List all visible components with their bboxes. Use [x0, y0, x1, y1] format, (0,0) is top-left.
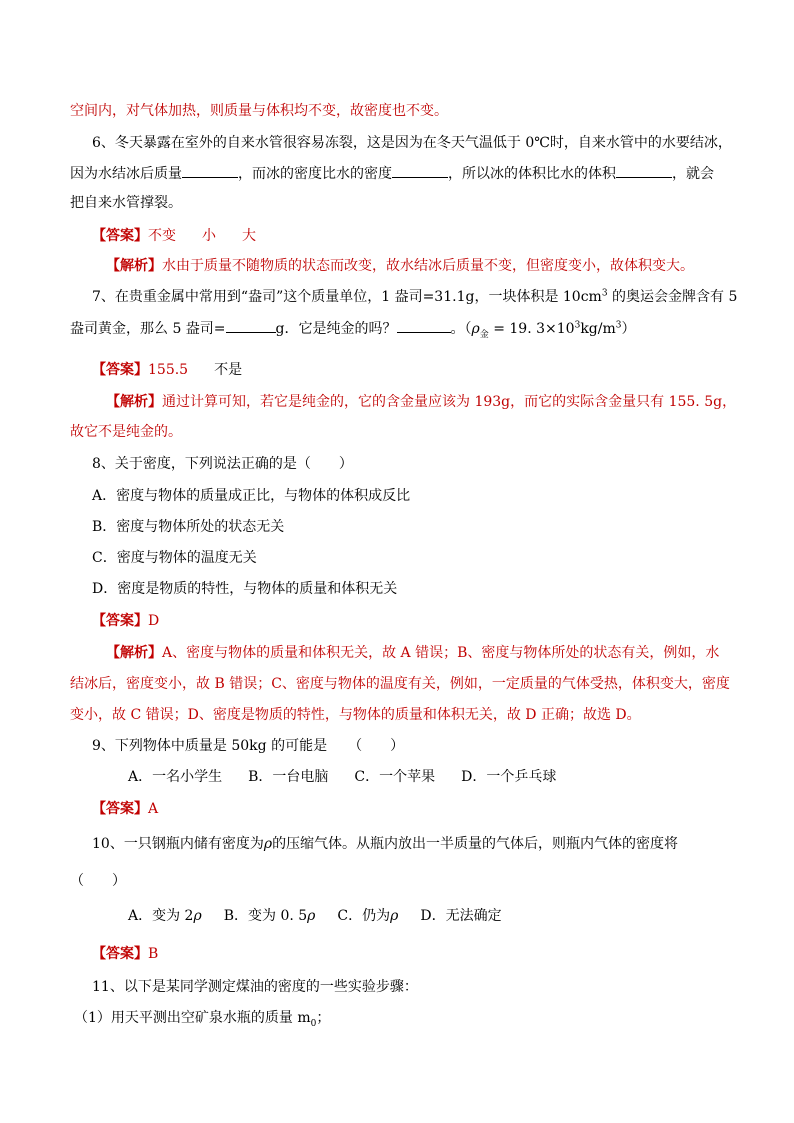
- q7-text-c: 盎司黄金，那么 5 盎司=: [70, 321, 226, 337]
- q7-stem-line1: [92, 287, 737, 307]
- q8-option-b: B．密度与物体所处的状态无关: [92, 519, 285, 535]
- q10-option-c: C．仍为: [337, 908, 391, 924]
- q7-sup: 3: [601, 288, 608, 299]
- q10-options: [128, 906, 502, 926]
- q7-sup-2: 3: [615, 320, 622, 331]
- q6-blank-2[interactable]: [392, 163, 448, 178]
- q7-blank-1[interactable]: [226, 318, 276, 333]
- analysis-tag: 【解析】: [106, 258, 162, 274]
- q7-text-g: kg/m: [580, 321, 616, 337]
- q10-option-a: A．变为 2: [128, 908, 194, 924]
- q8-analysis-text-1: A、密度与物体的质量和体积无关，故 A 错误；B、密度与物体所处的状态有关，例如，水: [162, 645, 720, 661]
- q9-option-b: B．一台电脑: [248, 769, 329, 785]
- q6-stem-line2: [70, 163, 714, 184]
- rho-symbol: ρ: [307, 908, 316, 924]
- analysis-tag: 【解析】: [106, 394, 162, 410]
- q6-answer: [92, 226, 256, 246]
- q6-text-b: ，而冰的密度比水的密度: [238, 166, 392, 182]
- q8-analysis-line2: 结冰后，密度变小，故 B 错误；C、密度与物体的温度有关，例如，一定质量的气体受热，体积变大，密度: [70, 676, 730, 692]
- q9-answer: [92, 799, 158, 819]
- answer-tag: 【答案】: [92, 362, 148, 378]
- q9-option-c: C．一个苹果: [354, 769, 436, 785]
- answer-tag: 【答案】: [92, 613, 148, 629]
- q7-text-d: g．它是纯金的吗？: [275, 321, 397, 337]
- q8-analysis-line3: 变小，故 C 错误；D、密度是物质的特性，与物体的质量和体积无关，故 D 正确；故选 D。: [70, 707, 641, 723]
- q6-blank-1[interactable]: [182, 163, 238, 178]
- q10-stem-line1: [92, 834, 678, 854]
- q10-option-d: D．无法确定: [420, 908, 502, 924]
- q9-option-d: D．一个乒乓球: [461, 769, 557, 785]
- q6-blank-3[interactable]: [616, 163, 672, 178]
- q11-step1-sub: 0: [310, 1018, 317, 1029]
- q10-answer-value: B: [148, 946, 159, 962]
- q6-analysis: [106, 256, 694, 276]
- q11-step1-text: （1）用天平测出空矿泉水瓶的质量 m: [74, 1010, 311, 1026]
- q10-option-b: B．变为 0. 5: [223, 908, 308, 924]
- q8-stem: 8、关于密度，下列说法正确的是（ ）: [92, 456, 353, 472]
- q6-analysis-text: 水由于质量不随物质的状态而改变，故水结冰后质量不变，但密度变小，故体积变大。: [162, 258, 694, 274]
- q7-answer-2: 不是: [214, 362, 243, 378]
- q8-option-a: A．密度与物体的质量成正比，与物体的体积成反比: [92, 488, 411, 504]
- q7-analysis-line1: [106, 392, 736, 412]
- q10-answer: [92, 944, 158, 964]
- q7-blank-2[interactable]: [397, 318, 451, 333]
- q6-stem-line3: 把自来水管撑裂。: [70, 195, 182, 211]
- rho-symbol: ρ: [471, 321, 480, 337]
- q7-text-a: 7、在贵重金属中常用到“盎司”这个质量单位，1 盎司=31.1g，一块体积是 10cm: [92, 289, 602, 305]
- q6-text-d: ，就会: [672, 166, 714, 182]
- q8-answer: [92, 611, 159, 631]
- q7-text-f: = 19. 3×10: [488, 321, 575, 337]
- q7-text-h: ）: [621, 321, 636, 337]
- q8-option-c: C．密度与物体的温度无关: [92, 550, 257, 566]
- answer-tag: 【答案】: [92, 228, 148, 244]
- q7-answer: [92, 360, 242, 380]
- q11-stem: 11、以下是某同学测定煤油的密度的一些实验步骤：: [92, 979, 418, 995]
- q8-option-d: D．密度是物质的特性，与物体的质量和体积无关: [92, 581, 398, 597]
- q7-text-b: 的奥运会金牌含有 5: [607, 289, 738, 305]
- rho-symbol: ρ: [390, 908, 399, 924]
- rho-symbol: ρ: [193, 908, 202, 924]
- q9-option-a: A．一名小学生: [128, 769, 223, 785]
- q7-analysis-text-1: 通过计算可知，若它是纯金的，它的含金量应该为 193g，而它的实际含金量只有 155. 5g，: [162, 394, 737, 410]
- analysis-tag: 【解析】: [106, 645, 162, 661]
- answer-tag: 【答案】: [92, 801, 148, 817]
- q9-answer-value: A: [148, 801, 159, 817]
- q11-step-1: [74, 1008, 330, 1028]
- q10-text-b: 的压缩气体。从瓶内放出一半质量的气体后，则瓶内气体的密度将: [272, 836, 679, 852]
- q11-step1-end: ；: [316, 1010, 331, 1026]
- q7-text-e: 。（: [450, 321, 472, 337]
- q6-answer-2: 小: [202, 228, 216, 244]
- q9-stem: 9、下列物体中质量是 50kg 的可能是 （ ）: [92, 738, 405, 754]
- q6-text-a: 因为水结冰后质量: [70, 166, 182, 182]
- q10-stem-line2: （ ）: [70, 873, 126, 889]
- q7-stem-line2: [70, 318, 635, 339]
- continuation-text: 空间内，对气体加热，则质量与体积均不变，故密度也不变。: [70, 103, 448, 119]
- q7-analysis-line2: 故它不是纯金的。: [70, 424, 182, 440]
- q7-sup-1: 3: [574, 320, 581, 331]
- rho-subscript: 金: [479, 329, 489, 340]
- q10-text-a: 10、一只钢瓶内储有密度为: [92, 836, 264, 852]
- q8-answer-value: D: [148, 613, 160, 629]
- answer-tag: 【答案】: [92, 946, 148, 962]
- q6-stem-line1: 6、冬天暴露在室外的自来水管很容易冻裂，这是因为在冬天气温低于 0℃时，自来水管中的水要结冰，: [92, 135, 732, 151]
- q6-answer-3: 大: [242, 228, 256, 244]
- q8-analysis-line1: [106, 643, 719, 663]
- q7-answer-1: 155.5: [148, 362, 189, 378]
- q6-answer-1: 不变: [148, 228, 176, 244]
- q9-options: [128, 767, 556, 787]
- q6-text-c: ，所以冰的体积比水的体积: [448, 166, 616, 182]
- rho-symbol: ρ: [263, 836, 273, 852]
